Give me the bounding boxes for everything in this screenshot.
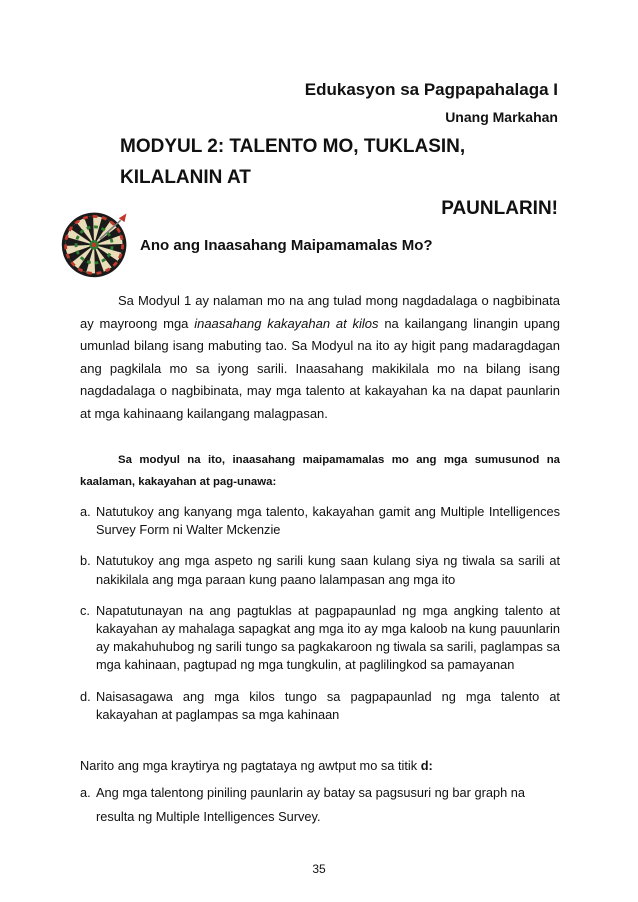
dartboard-icon xyxy=(58,205,134,281)
list-item xyxy=(80,781,560,829)
section-heading: Ano ang Inaasahang Maipamamalas Mo? xyxy=(140,237,433,254)
list-item-text: Natutukoy ang kanyang mga talento, kakayahan gamit ang Multiple Intelligences Survey Form ni Walter Mckenzie xyxy=(96,504,560,538)
criteria-lead-text: Narito ang mga kraytirya ng pagtataya ng awtput mo sa titik xyxy=(80,758,421,773)
list-item xyxy=(80,688,560,724)
list-marker: a. xyxy=(80,785,91,800)
module-title-line1: MODYUL 2: TALENTO MO, TUKLASIN, KILALANIN AT xyxy=(120,136,466,188)
module-title-line2: PAUNLARIN! xyxy=(441,198,558,219)
list-item-text: Napatutunayan na ang pagtuklas at pagpapaunlad ng mga angking talento at kakayahan ay mahalaga sapagkat ang mga ito ay mga kaloob na kung pauunlarin ay makahuhubog ng sarili tungo sa pagkakaroon ng tiwala sa sarili, paglampas sa mga kahinaan, pagtupad ng mga tungkulin, at paglilingkod sa pamayanan xyxy=(96,602,560,673)
intro-text-before: Sa Modyul 1 ay nalaman mo na ang tulad mong nagdadalaga o nagbibinata ay mayroong mga xyxy=(80,293,560,331)
page-number: 35 xyxy=(312,862,326,876)
subject-title: Edukasyon sa Pagpapahalaga I xyxy=(304,80,558,99)
list-item xyxy=(80,503,560,539)
quarter-label: Unang Markahan xyxy=(445,109,558,125)
list-marker: b. xyxy=(80,553,91,569)
list-item-text: Naisasagawa ang mga kilos tungo sa pagpapaunlad ng mga talento at kakayahan at paglampas sa mga kahinaan xyxy=(96,688,560,722)
criteria-line2: resulta ng Multiple Intelligences Survey. xyxy=(96,809,321,824)
list-marker: a. xyxy=(80,504,91,519)
intro-text-after: na kailangang linangin upang umunlad bilang isang mabuting tao. Sa Modyul na ito ay higit pang madaragdagan ang pagkilala mo sa iyong sarili. Inaasahang makikilala mo na bilang isang nagdadalaga o nagbibinata, may mga talento at kakayahan ka na dapat paunlarin at mga kahinaang kailangang malagpasan. xyxy=(80,315,560,421)
criteria-lead xyxy=(80,758,560,773)
criteria-lead-bold: d: xyxy=(420,758,433,773)
criteria-list xyxy=(80,781,560,829)
criteria-line1: Ang mga talentong piniling paunlarin ay batay sa pagsusuri ng bar graph na xyxy=(96,785,525,800)
list-item-text: Natutukoy ang mga aspeto ng sarili kung saan kulang siya ng tiwala sa sarili at nakikilala ang mga paraan kung paano lalampasan ang mga ito xyxy=(96,553,560,587)
list-item xyxy=(80,552,560,588)
intro-paragraph xyxy=(80,290,560,426)
list-item xyxy=(80,602,560,675)
objectives-list xyxy=(80,503,560,737)
list-marker: c. xyxy=(80,602,90,618)
intro-italic-phrase: inaasahang kakayahan at kilos xyxy=(194,315,379,331)
module-title xyxy=(120,131,558,224)
objectives-lead: Sa modyul na ito, inaasahang maipamamalas mo ang mga sumusunod na kaalaman, kakayahan at pag-unawa: xyxy=(80,454,560,488)
list-marker: d. xyxy=(80,688,91,704)
